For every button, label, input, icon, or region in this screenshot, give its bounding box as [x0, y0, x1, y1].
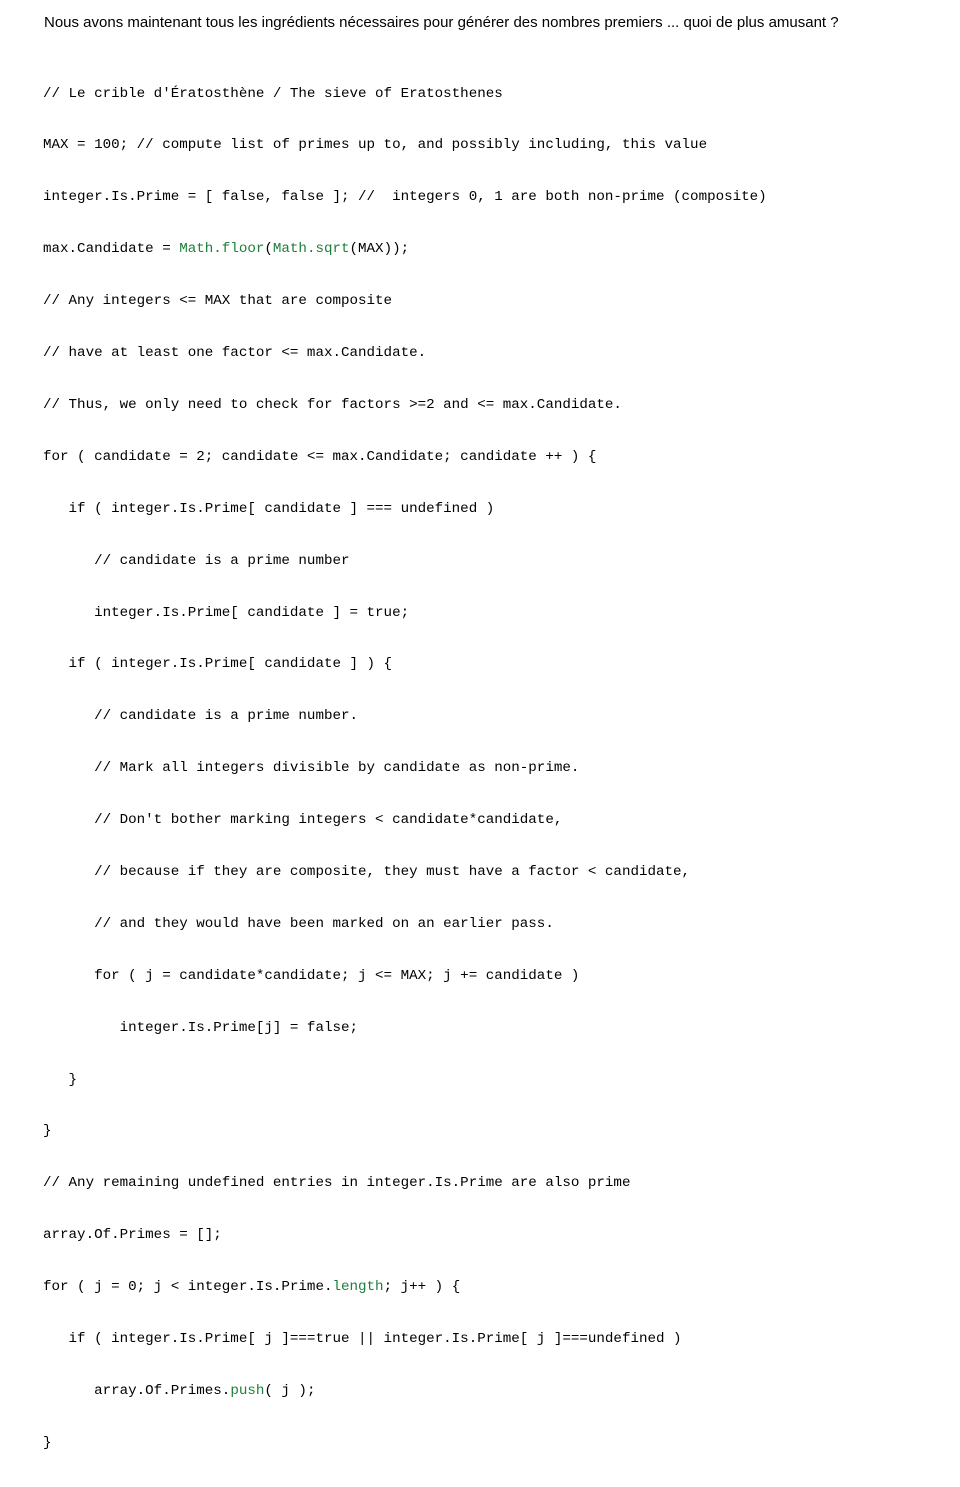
code-line: }	[43, 1071, 78, 1088]
code-line: integer.Is.Prime[j] = false;	[43, 1019, 359, 1036]
code-line: // have at least one factor <= max.Candidate.	[43, 345, 427, 362]
code-line: // candidate is a prime number	[43, 552, 350, 569]
code-line: // Any remaining undefined entries in integer.Is.Prime are also prime	[43, 1175, 631, 1192]
code-token-method: Math.floor	[179, 241, 265, 258]
code-line: // because if they are composite, they must have a factor < candidate,	[43, 863, 691, 880]
code-line: // Don't bother marking integers < candidate*candidate,	[43, 812, 563, 829]
code-line: // and they would have been marked on an earlier pass.	[43, 915, 554, 932]
code-line: if ( integer.Is.Prime[ candidate ] === undefined )	[43, 500, 495, 517]
code-line: }	[43, 1434, 52, 1451]
code-line: }	[43, 1123, 52, 1140]
code-line: integer.Is.Prime[ candidate ] = true;	[43, 604, 410, 621]
code-line: // Le crible d'Ératosthène / The sieve of Eratosthenes	[43, 85, 503, 102]
code-token-method: Math.sqrt	[272, 241, 350, 258]
code-line: // Mark all integers divisible by candidate as non-prime.	[43, 760, 580, 777]
code-line: for ( j = candidate*candidate; j <= MAX; j += candidate )	[43, 967, 580, 984]
code-line: for ( j = 0; j < integer.Is.Prime.length; j++ ) {	[43, 1279, 461, 1296]
code-token-method: length	[332, 1279, 384, 1296]
code-line: if ( integer.Is.Prime[ j ]===true || integer.Is.Prime[ j ]===undefined )	[43, 1330, 682, 1347]
code-block	[43, 51, 943, 1487]
code-line: integer.Is.Prime = [ false, false ]; // integers 0, 1 are both non-prime (composite)	[43, 189, 767, 206]
slide-title: Nous avons maintenant tous les ingrédients nécessaires pour générer des nombres premiers ... quoi de plus amusant ?	[44, 14, 839, 31]
code-line: // Any integers <= MAX that are composite	[43, 293, 393, 310]
code-line: // candidate is a prime number.	[43, 708, 359, 725]
code-line: if ( integer.Is.Prime[ candidate ] ) {	[43, 656, 393, 673]
code-line: array.Of.Primes = [];	[43, 1227, 222, 1244]
code-line: array.Of.Primes.push( j );	[43, 1382, 316, 1399]
code-line: // Thus, we only need to check for factors >=2 and <= max.Candidate.	[43, 396, 622, 413]
code-line: MAX = 100; // compute list of primes up to, and possibly including, this value	[43, 137, 708, 154]
code-line: max.Candidate = Math.floor(Math.sqrt(MAX));	[43, 241, 410, 258]
code-line: for ( candidate = 2; candidate <= max.Candidate; candidate ++ ) {	[43, 448, 597, 465]
code-token-method: push	[230, 1382, 265, 1399]
